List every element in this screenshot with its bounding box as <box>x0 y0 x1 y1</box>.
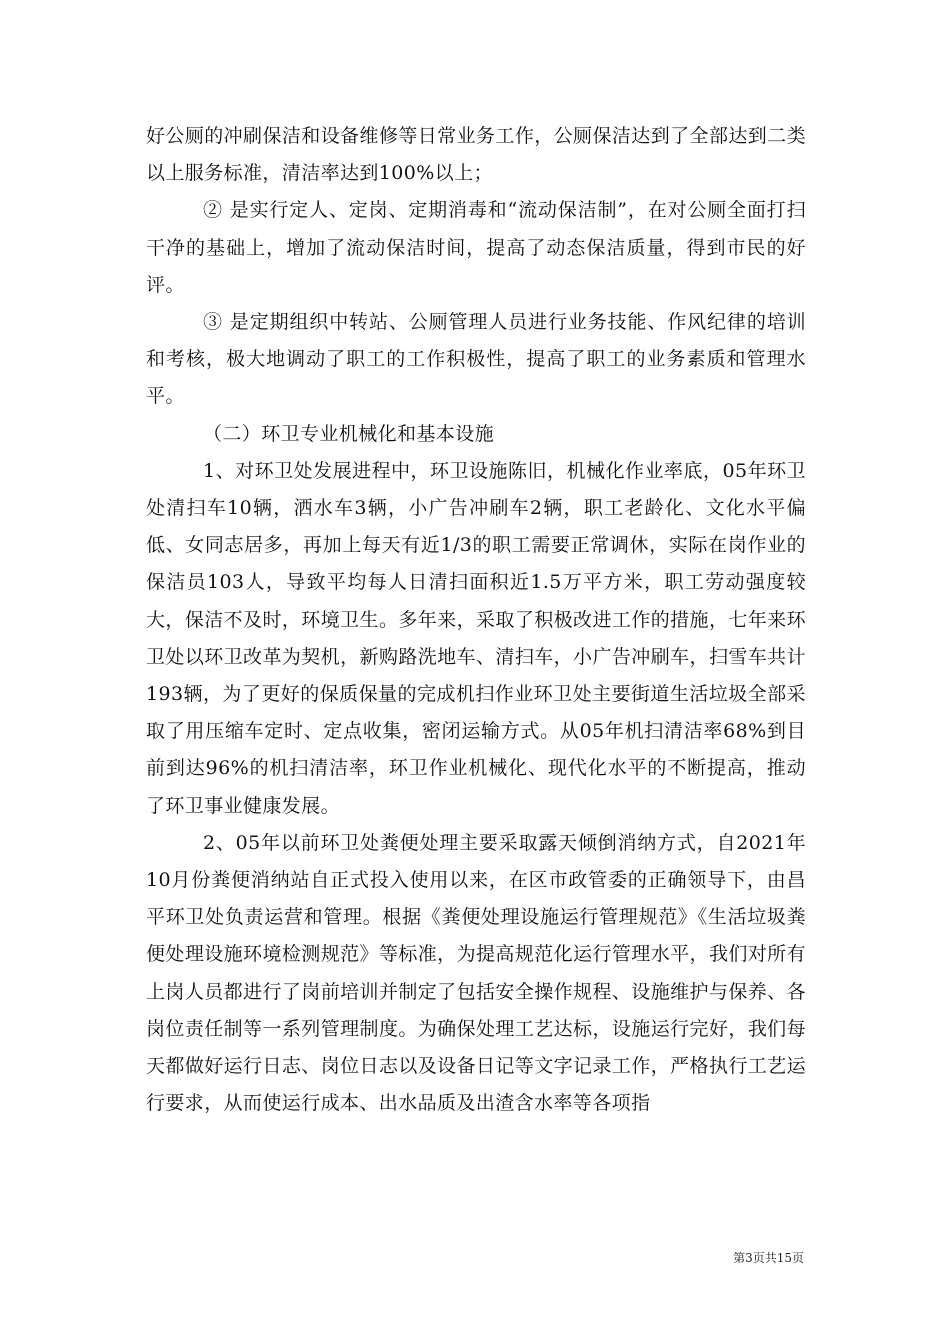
paragraph-item-2: ② 是实行定人、定岗、定期消毒和“流动保洁制”，在对公厕全面打扫干净的基础上，增加了流动保洁时间，提高了动态保洁质量，得到市民的好评。 <box>146 199 806 296</box>
paragraph-continuation: 好公厕的冲刷保洁和设备维修等日常业务工作，公厕保洁达到了全部达到二类以上服务标准，清洁率达到100%以上； <box>146 125 806 185</box>
document-body <box>146 118 806 1122</box>
paragraph-point-1: 1、对环卫处发展进程中，环卫设施陈旧，机械化作业率底，05年环卫处清扫车10辆，洒水车3辆，小广告冲刷车2辆，职工老龄化、文化水平偏低、女同志居多，再加上每天有近1/3的职工需要正常调休，实际在岗作业的保洁员103人，导致平均每人日清扫面积近1.5万平方米，职工劳动强度较大，保洁不及时，环境卫生。多年来，采取了积极改进工作的措施，七年来环卫处以环卫改革为契机，新购路洗地车、清扫车，小广告冲刷车，扫雪车共计193辆，为了更好的保质保量的完成机扫作业环卫处主要街道生活垃圾全部采取了用压缩车定时、定点收集，密闭运输方式。从05年机扫清洁率68%到目前到达96%的机扫清洁率，环卫作业机械化、现代化水平的不断提高，推动了环卫事业健康发展。 <box>146 459 806 817</box>
page-number: 第3页共15页 <box>733 1251 804 1265</box>
section-heading: （二）环卫专业机械化和基本设施 <box>203 422 495 445</box>
paragraph-item-3: ③ 是定期组织中转站、公厕管理人员进行业务技能、作风纪律的培训和考核，极大地调动了职工的工作积极性，提高了职工的业务素质和管理水平。 <box>146 311 806 408</box>
paragraph-point-2: 2、05年以前环卫处粪便处理主要采取露天倾倒消纳方式，自2021年10月份粪便消纳站自正式投入使用以来，在区市政管委的正确领导下，由昌平环卫处负责运营和管理。根据《粪便处理设施运行管理规范》《生活垃圾粪便处理设施环境检测规范》等标准，为提高规范化运行管理水平，我们对所有上岗人员都进行了岗前培训并制定了包括安全操作规程、设施维护与保养、各岗位责任制等一系列管理制度。为确保处理工艺达标，设施运行完好，我们每天都做好运行日志、岗位日志以及设备日记等文字记录工作，严格执行工艺运行要求，从而使运行成本、出水品质及出渣含水率等各项指 <box>146 831 806 1115</box>
